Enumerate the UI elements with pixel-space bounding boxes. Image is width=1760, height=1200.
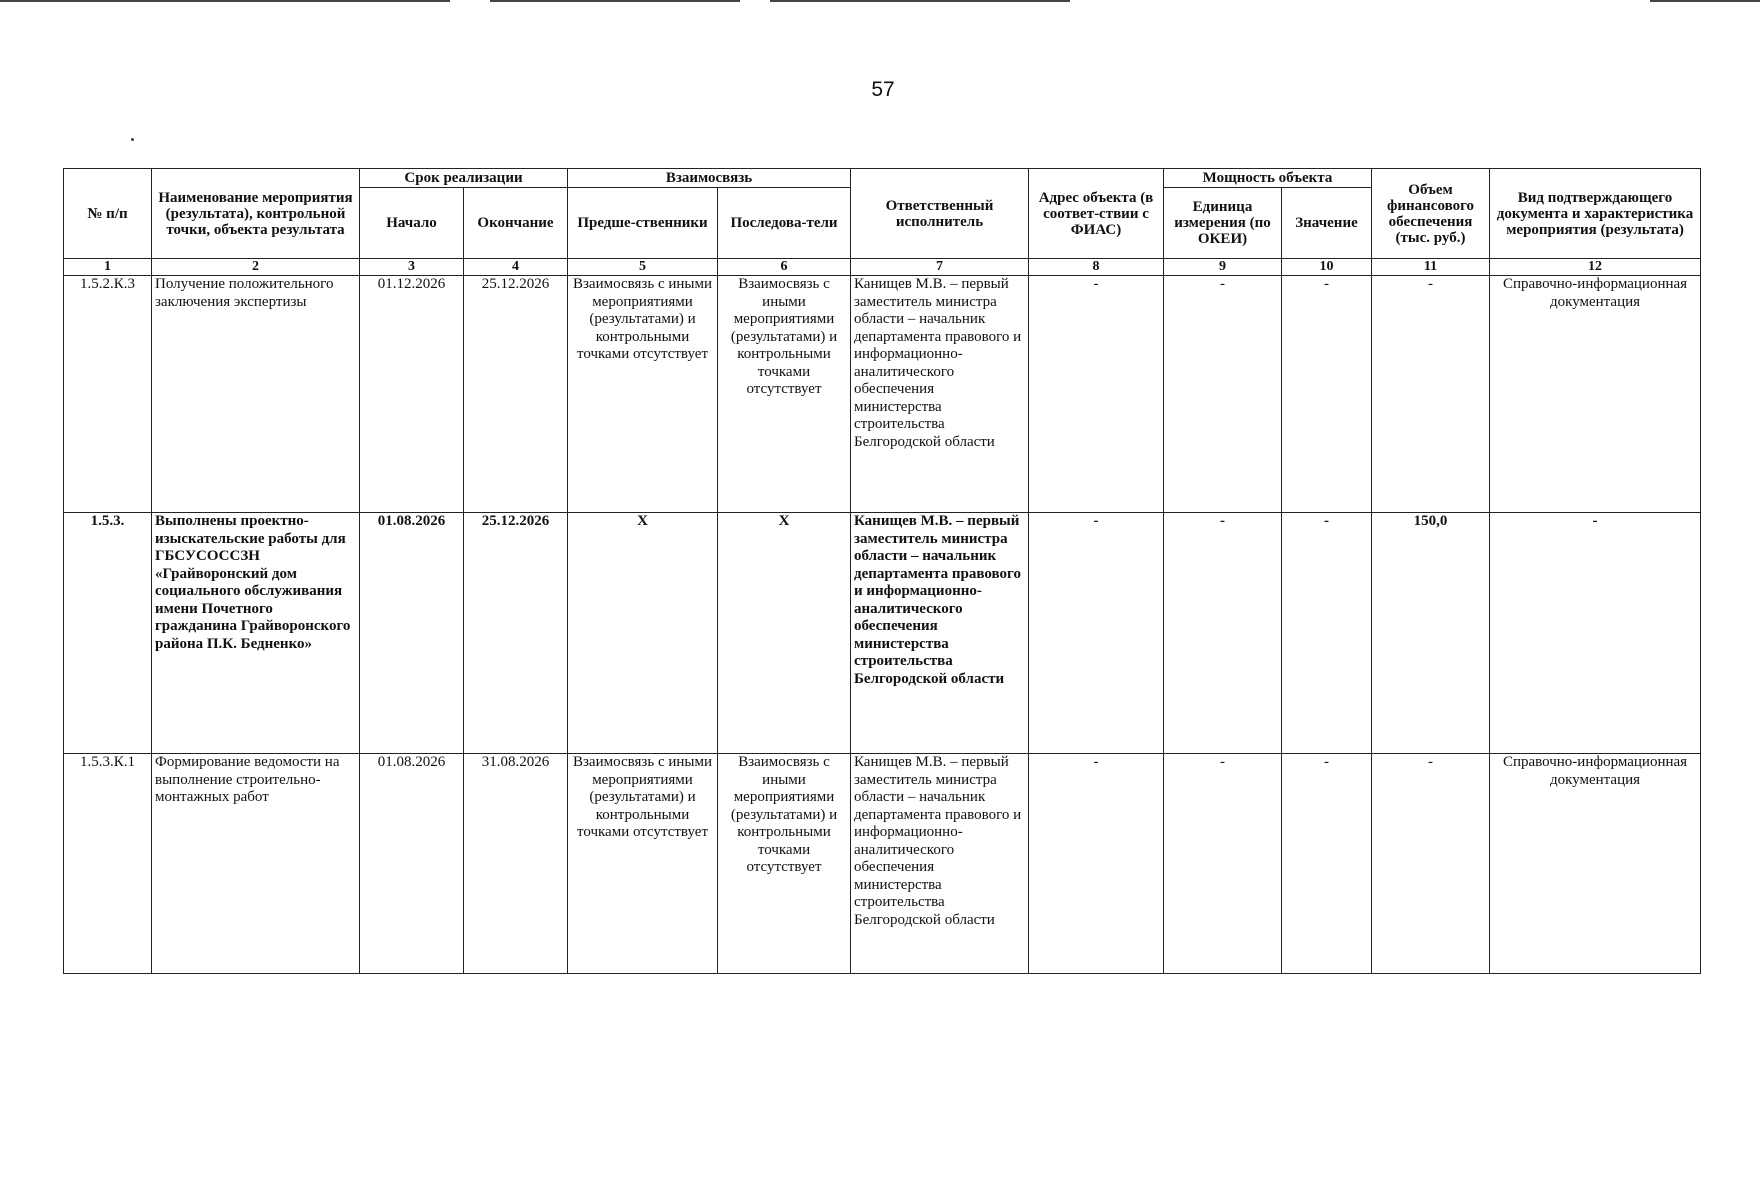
scan-top-line [0, 0, 450, 2]
cell-unit: - [1164, 276, 1282, 513]
column-number: 2 [152, 259, 360, 276]
cell-address: - [1029, 754, 1164, 974]
header-doc-type: Вид подтверждающего документа и характеристика мероприятия (результата) [1490, 169, 1701, 259]
cell-successors: Взаимосвязь с иными мероприятиями (результатами) и контрольными точками отсутствует [718, 276, 851, 513]
scan-top-line [1010, 0, 1070, 2]
cell-doc-type: Справочно-информационная документация [1490, 754, 1701, 974]
column-number: 9 [1164, 259, 1282, 276]
header-successors: Последова-тели [718, 188, 851, 259]
header-unit: Единица измерения (по ОКЕИ) [1164, 188, 1282, 259]
column-number: 3 [360, 259, 464, 276]
cell-unit: - [1164, 513, 1282, 754]
cell-value: - [1282, 276, 1372, 513]
cell-name: Получение положительного заключения экспертизы [152, 276, 360, 513]
cell-end: 25.12.2026 [464, 276, 568, 513]
column-number: 1 [64, 259, 152, 276]
cell-successors: Взаимосвязь с иными мероприятиями (результатами) и контрольными точками отсутствует [718, 754, 851, 974]
cell-end: 25.12.2026 [464, 513, 568, 754]
table-row [64, 513, 1701, 754]
column-number: 8 [1029, 259, 1164, 276]
cell-finance: - [1372, 754, 1490, 974]
header-finance: Объем финансового обеспечения (тыс. руб.) [1372, 169, 1490, 259]
scan-top-line [1650, 0, 1760, 2]
column-number: 5 [568, 259, 718, 276]
header-period: Срок реализации [360, 169, 568, 188]
header-num: № п/п [64, 169, 152, 259]
column-number: 4 [464, 259, 568, 276]
header-predecessors: Предше-ственники [568, 188, 718, 259]
cell-predecessors: Взаимосвязь с иными мероприятиями (результатами) и контрольными точками отсутствует [568, 276, 718, 513]
cell-end: 31.08.2026 [464, 754, 568, 974]
header-address: Адрес объекта (в соответ-ствии с ФИАС) [1029, 169, 1164, 259]
cell-unit: - [1164, 754, 1282, 974]
cell-successors: Х [718, 513, 851, 754]
header-value: Значение [1282, 188, 1372, 259]
column-number: 7 [851, 259, 1029, 276]
cell-doc-type: Справочно-информационная документация [1490, 276, 1701, 513]
header-capacity: Мощность объекта [1164, 169, 1372, 188]
table-row [64, 754, 1701, 974]
cell-num: 1.5.2.К.3 [64, 276, 152, 513]
cell-responsible: Канищев М.В. – первый заместитель министра области – начальник департамента правового и информационно-аналитического обеспечения министерства строительства Белгородской области [851, 754, 1029, 974]
cell-finance: 150,0 [1372, 513, 1490, 754]
cell-doc-type: - [1490, 513, 1701, 754]
cell-value: - [1282, 513, 1372, 754]
cell-responsible: Канищев М.В. – первый заместитель министра области – начальник департамента правового и информационно-аналитического обеспечения министерства строительства Белгородской области [851, 513, 1029, 754]
cell-finance: - [1372, 276, 1490, 513]
cell-start: 01.08.2026 [360, 513, 464, 754]
cell-address: - [1029, 513, 1164, 754]
cell-name: Выполнены проектно-изыскательские работы для ГБСУСОССЗН «Грайворонский дом социального обслуживания имени Почетного гражданина Грайворонского района П.К. Бедненко» [152, 513, 360, 754]
column-number: 11 [1372, 259, 1490, 276]
cell-start: 01.08.2026 [360, 754, 464, 974]
column-number: 10 [1282, 259, 1372, 276]
column-number: 6 [718, 259, 851, 276]
header-name: Наименование мероприятия (результата), контрольной точки, объекта результата [152, 169, 360, 259]
cell-predecessors: Х [568, 513, 718, 754]
header-end: Окончание [464, 188, 568, 259]
header-start: Начало [360, 188, 464, 259]
cell-num: 1.5.3. [64, 513, 152, 754]
header-relation: Взаимосвязь [568, 169, 851, 188]
page-number: 57 [871, 78, 895, 101]
cell-address: - [1029, 276, 1164, 513]
cell-name: Формирование ведомости на выполнение строительно-монтажных работ [152, 754, 360, 974]
table-row [64, 276, 1701, 513]
scan-speck [131, 138, 134, 141]
cell-start: 01.12.2026 [360, 276, 464, 513]
cell-predecessors: Взаимосвязь с иными мероприятиями (результатами) и контрольными точками отсутствует [568, 754, 718, 974]
header-responsible: Ответственный исполнитель [851, 169, 1029, 259]
cell-num: 1.5.3.К.1 [64, 754, 152, 974]
cell-responsible: Канищев М.В. – первый заместитель министра области – начальник департамента правового и информационно-аналитического обеспечения министерства строительства Белгородской области [851, 276, 1029, 513]
column-number: 12 [1490, 259, 1701, 276]
scan-top-line [490, 0, 740, 2]
activity-table [63, 168, 1701, 974]
cell-value: - [1282, 754, 1372, 974]
